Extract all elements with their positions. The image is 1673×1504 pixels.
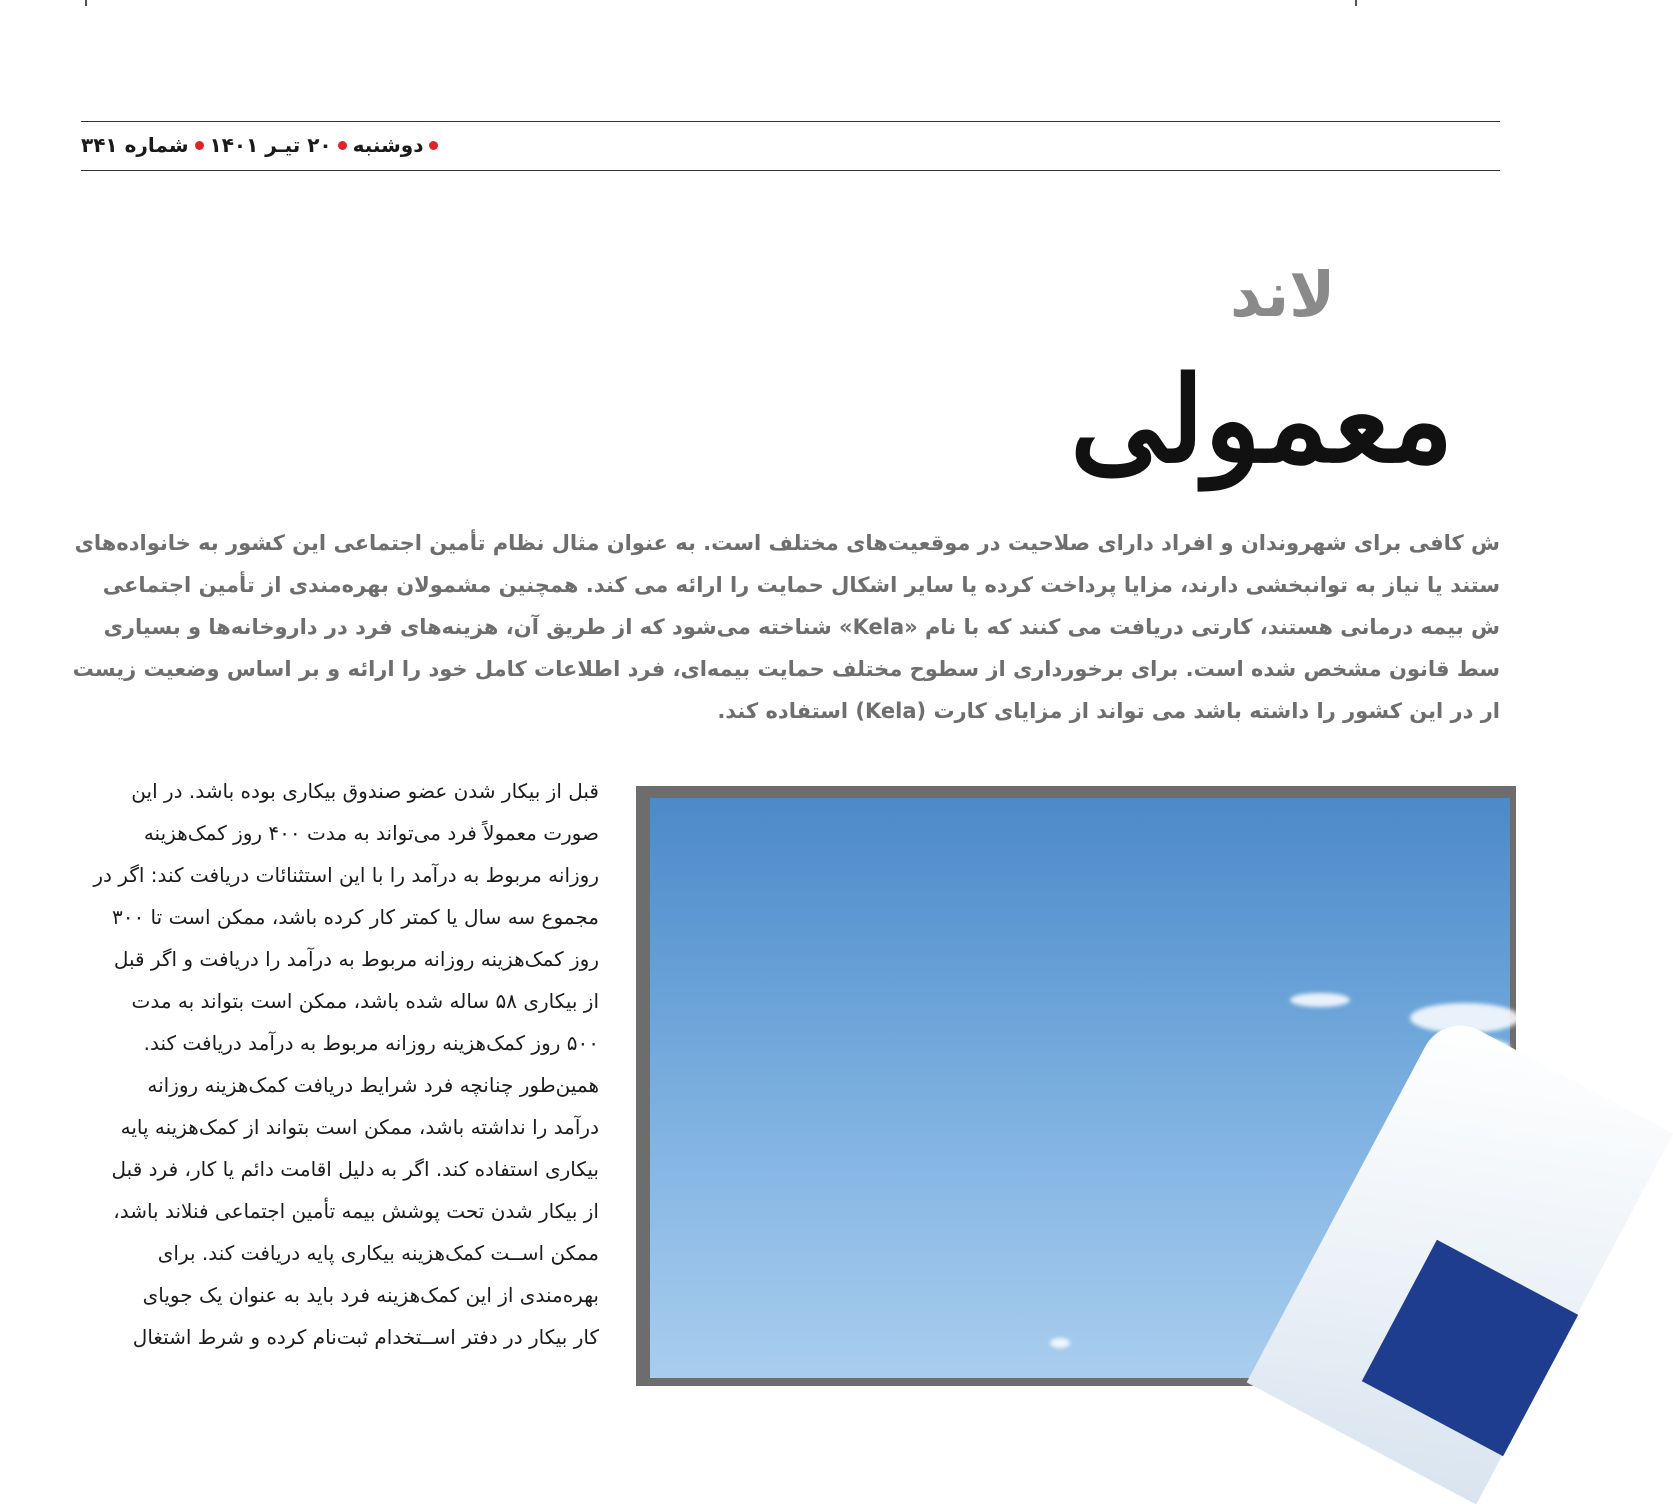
dateline: [81, 127, 461, 163]
body-line: قبل از بیکار شدن عضو صندوق بیکاری بوده باشد. در این: [131, 779, 599, 803]
lead-line: ستند یا نیاز به توانبخشی دارند، مزایا پرداخت کرده یا سایر اشکال حمایت را ارائه می کند. همچنین مشمولان بهره‌مندی از تأمین اجتماعی: [102, 573, 1500, 597]
body-line: از بیکار شدن تحت پوشش بیمه تأمین اجتماعی فنلاند باشد،: [113, 1199, 599, 1223]
crop-mark-right: [1355, 0, 1357, 6]
body-line: ممکن اســت کمک‌هزینه بیکاری پایه دریافت کند. برای: [157, 1241, 599, 1265]
bullet-dot-icon: [338, 141, 347, 150]
crop-mark-left: [85, 0, 87, 6]
cloud-shape: [1290, 993, 1350, 1007]
article-headline-text: معمولی: [1070, 350, 1454, 489]
article-kicker-text: لاند: [1230, 258, 1336, 331]
bullet-dot-icon: [429, 141, 438, 150]
body-line: ۵۰۰ روز کمک‌هزینه روزانه مربوط به درآمد دریافت کند.: [143, 1031, 599, 1055]
article-headline: [1070, 340, 1500, 510]
article-photo-sky-flag: [650, 798, 1510, 1378]
cloud-shape: [1050, 1338, 1070, 1348]
dateline-date: ۲۰ تیـر ۱۴۰۱: [209, 133, 332, 157]
lead-line: ار در این کشور را داشته باشد می تواند از مزایای کارت (Kela) استفاده کند.: [717, 699, 1500, 723]
lead-line: ش بیمه درمانی هستند، کارتی دریافت می کنند که با نام «Kela» شناخته می‌شود که از طریق آن، هزینه‌های فرد در داروخانه‌ها و بسیاری: [103, 615, 1500, 639]
dateline-issue: شماره ۳۴۱: [81, 133, 189, 157]
body-line: روز کمک‌هزینه روزانه مربوط به درآمد را دریافت و اگر قبل: [113, 947, 599, 971]
header-rule-top: [81, 121, 1500, 122]
lead-line: ش کافی برای شهروندان و افراد دارای صلاحیت در موقعیت‌های مختلف است. به عنوان مثال نظام تأمین اجتماعی این کشور به خانواده‌های: [74, 531, 1500, 555]
article-body-column: [81, 770, 599, 1361]
bullet-dot-icon: [195, 141, 204, 150]
article-kicker: [1230, 255, 1500, 335]
body-line: از بیکاری ۵۸ ساله شده باشد، ممکن است بتواند به مدت: [131, 989, 599, 1013]
body-line: روزانه مربوط به درآمد را با این استثنائات دریافت کند: اگر در: [93, 863, 599, 887]
header-rule-bottom: [81, 170, 1500, 171]
body-line: درآمد را نداشته باشد، ممکن است بتواند از کمک‌هزینه پایه: [120, 1115, 599, 1139]
article-lead: [72, 522, 1500, 732]
body-line: مجموع سه سال یا کمتر کار کرده باشد، ممکن است تا ۳۰۰: [111, 905, 599, 929]
body-line: همین‌طور چنانچه فرد شرایط دریافت کمک‌هزینه روزانه: [147, 1073, 599, 1097]
dateline-day: دوشنبه: [352, 133, 424, 157]
body-line: بیکاری استفاده کند. اگر به دلیل اقامت دائم یا کار، فرد قبل: [111, 1157, 599, 1181]
body-line: بهره‌مندی از این کمک‌هزینه فرد باید به عنوان یک جویای: [142, 1283, 599, 1307]
lead-line: سط قانون مشخص شده است. برای برخورداری از سطوح مختلف حمایت بیمه‌ای، فرد اطلاعات کامل خود را ارائه و بر اساس وضعیت زیست: [72, 657, 1500, 681]
body-line: صورت معمولاً فرد می‌تواند به مدت ۴۰۰ روز کمک‌هزینه: [143, 821, 599, 845]
body-line: کار بیکار در دفتر اســتخدام ثبت‌نام کرده و شرط اشتغال: [132, 1325, 599, 1349]
